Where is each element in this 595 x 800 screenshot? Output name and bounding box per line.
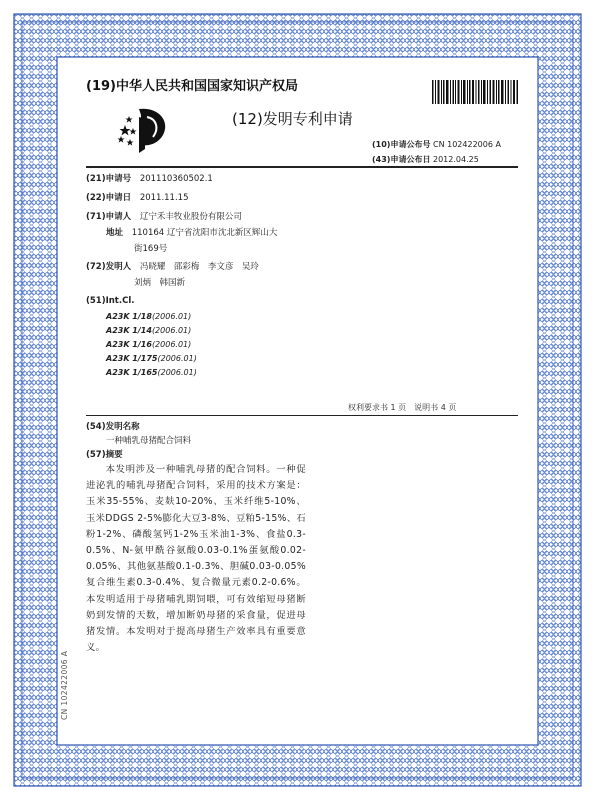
application-number-value: 201110360502.1	[139, 174, 213, 184]
publication-number-value: CN 102422006 A	[433, 140, 501, 149]
application-number	[86, 172, 213, 184]
document-type: (12)发明专利申请	[232, 110, 353, 128]
application-date	[86, 191, 188, 203]
inventors	[86, 260, 259, 272]
barcode	[432, 80, 518, 104]
abstract-text: 本发明涉及一种哺乳母猪的配合饲料。一种促进泌乳的哺乳母猪配合饲料，采用的技术方案是：玉米35-55%、麦麸10-20%、玉米纤维5-10%、玉米DDGS 2-5%膨化大豆3-8%、豆粕5-15%、石粉1-2%、磷酸氢钙1-2%玉米油1-3%、食盐0.3-0.5%、N-氨甲酰谷氨酸0.03-0.1%蛋氨酸0.02-0.05%、其他氨基酸0.1-0.3%、胆碱0.03-0.05%复合维生素0.3-0.4%、复合微量元素0.2-0.6%。本发明适用于母猪哺乳期饲喂，可有效缩短母猪断奶到发情的天数，增加断奶母猪的采食量，促进母猪发情。本发明对于提高母猪生产效率具有重要意义。	[86, 464, 306, 654]
ipc-entry: A23K 1/165(2006.01)	[106, 368, 197, 377]
page-count: 权利要求书 1 页 说明书 4 页	[348, 403, 457, 412]
applicant	[86, 210, 242, 222]
office-name: (19)中华人民共和国国家知识产权局	[86, 79, 298, 94]
ipc-label: (51)Int.Cl.	[86, 296, 135, 306]
address	[106, 226, 277, 238]
section-divider	[86, 415, 518, 416]
side-publication-number: CN 102422006 A	[60, 650, 69, 720]
application-date-label: (22)申请日	[86, 193, 132, 203]
application-number-label: (21)申请号	[86, 174, 132, 184]
abstract-label: (57)摘要	[86, 450, 123, 460]
invention-title-label: (54)发明名称	[86, 422, 140, 432]
applicant-value: 辽宁禾丰牧业股份有限公司	[139, 212, 242, 222]
address-line-1: 110164 辽宁省沈阳市沈北新区辉山大	[131, 228, 278, 238]
office-logo	[115, 103, 177, 155]
publication-number	[372, 139, 501, 150]
publication-number-label: (10)申请公布号	[372, 140, 431, 149]
inventors-line-1: 冯晓耀 邵彩梅 李文彦 吴玲	[139, 262, 259, 272]
address-line-2: 街169号	[134, 244, 168, 254]
ipc-entry: A23K 1/16(2006.01)	[106, 340, 192, 349]
ipc-entry: A23K 1/18(2006.01)	[106, 312, 192, 321]
publication-date-value: 2012.04.25	[433, 155, 479, 164]
address-label: 地址	[106, 228, 124, 238]
invention-title: 一种哺乳母猪配合饲料	[106, 436, 192, 446]
header-divider	[86, 166, 518, 168]
ipc-entry: A23K 1/175(2006.01)	[106, 354, 197, 363]
publication-date	[372, 154, 479, 165]
inventors-line-2: 刘炳 韩国新	[134, 278, 186, 288]
applicant-label: (71)申请人	[86, 212, 132, 222]
ipc-entry: A23K 1/14(2006.01)	[106, 326, 192, 335]
publication-date-label: (43)申请公布日	[372, 155, 431, 164]
application-date-value: 2011.11.15	[139, 193, 189, 203]
inventors-label: (72)发明人	[86, 262, 132, 272]
